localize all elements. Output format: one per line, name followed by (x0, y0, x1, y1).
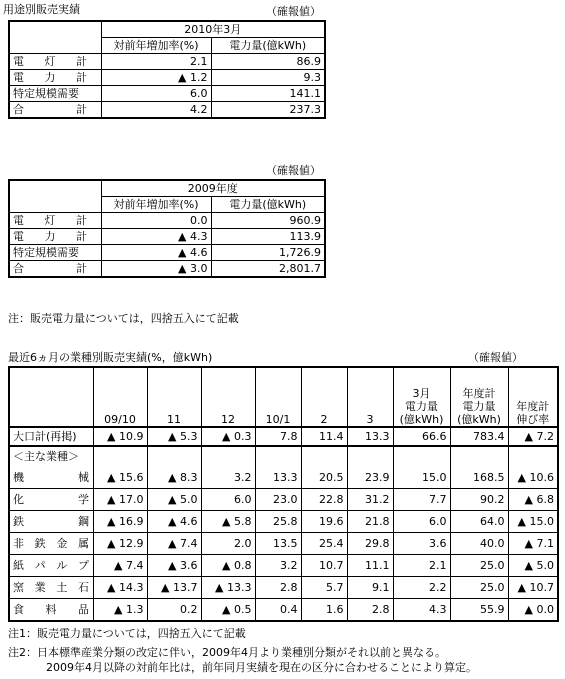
table-row: 電 力 計 ▲ 1.2 9.3 (9, 70, 325, 86)
row-label: 特定規模需要 (9, 245, 101, 261)
note-top: 注：販売電力量については，四捨五入にて記載 (8, 312, 239, 325)
row-label: 合 計 (9, 261, 101, 278)
row-label: 電 力 計 (9, 229, 101, 245)
row-label: 紙 パ ル プ (9, 555, 93, 577)
fiscal-growth-header: 年度計 伸び率 (508, 367, 558, 427)
note-2-line-2: 2009年4月以降の対前年比は，前年同月実績を現在の区分に合わせることにより算定。 (46, 661, 477, 674)
section-row (9, 446, 558, 467)
month-header: 2 (301, 367, 347, 427)
col-power-header: 電力量(億kWh) (211, 38, 325, 54)
table-row: 電 灯 計 2.1 86.9 (9, 54, 325, 70)
col-rate-header: 対前年増加率(%) (101, 38, 211, 54)
confirmed-label-1: （確報値） (266, 5, 321, 18)
table-row: 電 力 計 ▲ 4.3 113.9 (9, 229, 325, 245)
table-row: 窯 業 土 石 ▲ 14.3 ▲ 13.7 ▲ 13.3 2.8 5.7 9.1 2.2 25.0 ▲ 10.7 (9, 577, 558, 599)
table-row: 鉄 鋼 ▲ 16.9 ▲ 4.6 ▲ 5.8 25.8 19.6 21.8 6.0 64.0 ▲ 15.0 (9, 511, 558, 533)
fiscal-power-header: 年度計 電力量 (億kWh) (450, 367, 508, 427)
period-header: 2010年3月 (101, 21, 325, 38)
table-row: 食 料 品 ▲ 1.3 0.2 ▲ 0.5 0.4 1.6 2.8 4.3 55.9 ▲ 0.0 (9, 599, 558, 622)
row-label: 非 鉄 金 属 (9, 533, 93, 555)
total-row: 大口計(再掲) ▲ 10.9 ▲ 5.3 ▲ 0.3 7.8 11.4 13.3 66.6 783.4 ▲ 7.2 (9, 427, 558, 446)
row-label: 電 力 計 (9, 70, 101, 86)
industry-confirmed-label: （確報値） (468, 351, 523, 364)
period-header: 2009年度 (101, 180, 325, 197)
table-row: 合 計 ▲ 3.0 2,801.7 (9, 261, 325, 278)
row-label: 電 灯 計 (9, 54, 101, 70)
confirmed-label-2: （確報値） (266, 164, 321, 177)
table-fiscal-usage (8, 179, 326, 278)
col-power-header: 電力量(億kWh) (211, 197, 325, 213)
row-label: 化 学 (9, 489, 93, 511)
table-industry (8, 366, 559, 622)
note-1: 注1：販売電力量については，四捨五入にて記載 (8, 627, 246, 640)
table-row: 機 械 ▲ 15.6 ▲ 8.3 3.2 13.3 20.5 23.9 15.0 168.5 ▲ 10.6 (9, 467, 558, 489)
row-label: 合 計 (9, 102, 101, 119)
row-label: 特定規模需要 (9, 86, 101, 102)
table-row: 特定規模需要 6.0 141.1 (9, 86, 325, 102)
section-label: ＜主な業種＞ (9, 446, 93, 467)
table-monthly-usage (8, 20, 326, 119)
note-2-line-1: 注2：日本標準産業分類の改定に伴い，2009年4月より業種別分類がそれ以前と異なる。 (8, 646, 446, 659)
usage-title: 用途別販売実績 (3, 3, 80, 16)
month-header: 3 (347, 367, 393, 427)
row-label: 窯 業 土 石 (9, 577, 93, 599)
table-row: 電 灯 計 0.0 960.9 (9, 213, 325, 229)
industry-title: 最近6ヵ月の業種別販売実績(%，億kWh) (8, 351, 213, 364)
table-row: 非 鉄 金 属 ▲ 12.9 ▲ 7.4 2.0 13.5 25.4 29.8 3.6 40.0 ▲ 7.1 (9, 533, 558, 555)
table-row: 化 学 ▲ 17.0 ▲ 5.0 6.0 23.0 22.8 31.2 7.7 90.2 ▲ 6.8 (9, 489, 558, 511)
month-header: 10/1 (255, 367, 301, 427)
header-row (9, 367, 558, 427)
row-label: 食 料 品 (9, 599, 93, 622)
table-row: 紙 パ ル プ ▲ 7.4 ▲ 3.6 ▲ 0.8 3.2 10.7 11.1 2.1 25.0 ▲ 5.0 (9, 555, 558, 577)
col-rate-header: 対前年増加率(%) (101, 197, 211, 213)
table-row: 特定規模需要 ▲ 4.6 1,726.9 (9, 245, 325, 261)
month-header: 11 (147, 367, 201, 427)
row-label: 機 械 (9, 467, 93, 489)
row-label: 大口計(再掲) (9, 427, 93, 446)
month-header: 09/10 (93, 367, 147, 427)
row-label: 電 灯 計 (9, 213, 101, 229)
march-power-header: 3月 電力量 (億kWh) (393, 367, 450, 427)
row-label: 鉄 鋼 (9, 511, 93, 533)
month-header: 12 (201, 367, 255, 427)
table-row: 合 計 4.2 237.3 (9, 102, 325, 119)
